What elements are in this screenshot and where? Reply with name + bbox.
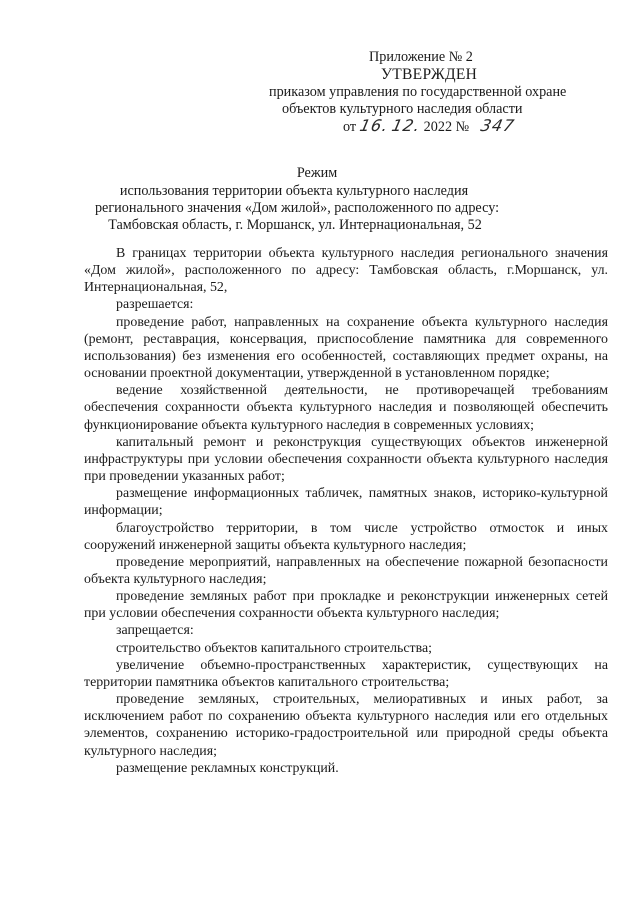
allowed-item: проведение земляных работ при прокладке и реконструкции инженерных сетей при условии обеспечения сохранности объекта культурного наследия; xyxy=(84,589,608,622)
regime-title: Режим xyxy=(296,165,338,181)
date-year: 2022 xyxy=(423,119,453,135)
order-date-line xyxy=(343,116,517,136)
forbidden-item: размещение рекламных конструкций. xyxy=(116,760,339,776)
approved-label: УТВЕРЖДЕН xyxy=(381,66,478,83)
order-line-1: приказом управления по государственной охране xyxy=(269,84,567,100)
number-sign: № xyxy=(455,119,470,135)
allowed-heading: разрешается: xyxy=(116,297,194,313)
regime-subtitle-line-1: использования территории объекта культурного наследия xyxy=(119,183,469,199)
document-body xyxy=(84,245,608,777)
handwritten-day: 16. xyxy=(357,116,391,135)
intro-paragraph: В границах территории объекта культурного наследия регионального значения «Дом жилой», расположенного по адресу: Тамбовская область, г.Моршанск, ул. Интернациональная, 52, xyxy=(84,246,608,296)
regime-subtitle-line-3: Тамбовская область, г. Моршанск, ул. Интернациональная, 52 xyxy=(108,217,482,233)
date-prefix: от xyxy=(343,119,357,135)
allowed-item: проведение мероприятий, направленных на обеспечение пожарной безопасности объекта культурного наследия; xyxy=(84,554,608,587)
forbidden-item: увеличение объемно-пространственных характеристик, существующих на территории памятника объектов капитального строительства; xyxy=(84,657,608,690)
allowed-item: размещение информационных табличек, памятных знаков, историко-культурной информации; xyxy=(84,486,608,519)
allowed-item: капитальный ремонт и реконструкция существующих объектов инженерной инфраструктуры при условии обеспечения сохранности объекта культурного наследия при проведении указанных работ; xyxy=(84,434,608,485)
handwritten-number: 347 xyxy=(478,116,517,135)
appendix-number: Приложение № 2 xyxy=(369,49,473,65)
allowed-item: ведение хозяйственной деятельности, не противоречащей требованиям обеспечения сохранности объекта культурного наследия и позволяющей обеспечить функционирование объекта культурного наследия в современных условиях; xyxy=(84,383,608,433)
regime-subtitle-line-2: регионального значения «Дом жилой», расположенного по адресу: xyxy=(94,200,500,216)
forbidden-heading: запрещается: xyxy=(116,623,194,639)
forbidden-item: строительство объектов капитального строительства; xyxy=(116,640,432,656)
allowed-item: проведение работ, направленных на сохранение объекта культурного наследия (ремонт, реставрация, консервация, приспособление памятника для современного использования) без изменения его особенностей, составляющих предмет охраны, на основании проектной документации, утвержденной в установленном порядке; xyxy=(84,314,608,382)
allowed-item: благоустройство территории, в том числе устройство отмосток и иных сооружений инженерной защиты объекта культурного наследия; xyxy=(84,520,608,553)
order-line-2: объектов культурного наследия области xyxy=(282,101,523,117)
forbidden-item: проведение земляных, строительных, мелиоративных и иных работ, за исключением работ по сохранению объекта культурного наследия или его отдельных элементов, сохранению историко-градостроительной или природной среды объекта культурного наследия; xyxy=(84,692,608,759)
handwritten-month: 12. xyxy=(389,116,423,135)
